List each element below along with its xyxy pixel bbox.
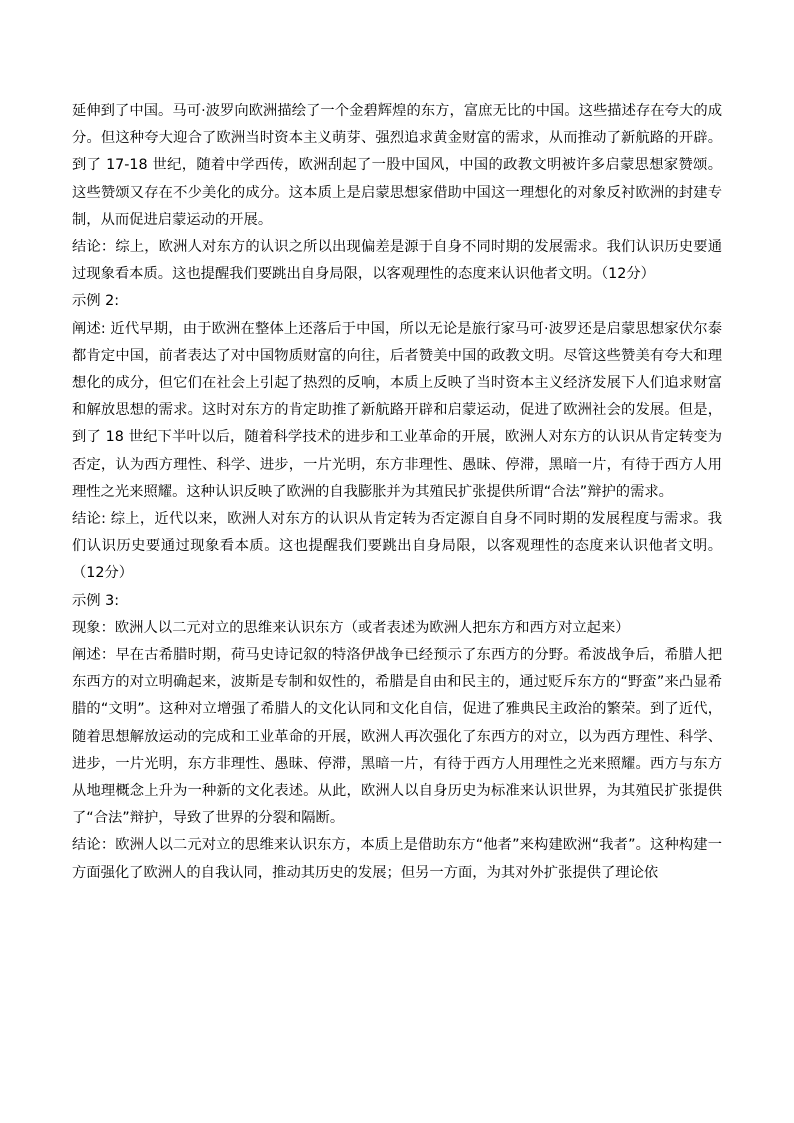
paragraph-conclusion-1: 结论：综上，欧洲人对东方的认识之所以出现偏差是源于自身不同时期的发展需求。我们认识历史要通过现象看本质。这也提醒我们要跳出自身局限，以客观理性的态度来认识他者文明。（12分） bbox=[72, 239, 722, 283]
example-3-heading: 示例 3: bbox=[72, 592, 120, 609]
paragraph-example-3-elaboration: 阐述：早在古希腊时期，荷马史诗记叙的特洛伊战争已经预示了东西方的分野。希波战争后，希腊人把东西方的对立明确起来，波斯是专制和奴性的，希腊是自由和民主的，通过贬斥东方的“野蛮”来凸显希腊的“文明”。这种对立增强了希腊人的文化认同和文化自信，促进了雅典民主政治的繁荣。到了近代，随着思想解放运动的完成和工业革命的开展，欧洲人再次强化了东西方的对立，以为西方理性、科学、进步，一片光明，东方非理性、愚昧、停滞，黑暗一片，有待于西方人用理性之光来照耀。西方与东方从地理概念上升为一种新的文化表述。从此，欧洲人以自身历史为标准来认识世界，为其殖民扩张提供了“合法”辩护，导致了世界的分裂和隔断。 bbox=[72, 647, 722, 827]
paragraph-example-2-elaboration: 阐述: 近代早期，由于欧洲在整体上还落后于中国，所以无论是旅行家马可·波罗还是启蒙思想家伏尔泰都肯定中国，前者表达了对中国物质财富的向往，后者赞美中国的政教文明。尽管这些赞美有夸大和理想化的成分，但它们在社会上引起了热烈的反响，本质上反映了当时资本主义经济发展下人们追求财富和解放思想的需求。这时对东方的肯定助推了新航路开辟和启蒙运动，促进了欧洲社会的发展。但是，到了 18 世纪下半叶以后，随着科学技术的进步和工业革命的开展，欧洲人对东方的认识从肯定转变为否定，认为西方理性、科学、进步，一片光明，东方非理性、愚昧、停滞，黑暗一片，有待于西方人用理性之光来照耀。这种认识反映了欧洲的自我膨胀并为其殖民扩张提供所谓“合法”辩护的需求。 bbox=[72, 320, 722, 500]
paragraph-example-3-phenomenon: 现象：欧洲人以二元对立的思维来认识东方（或者表述为欧洲人把东方和西方对立起来） bbox=[72, 619, 630, 636]
paragraph-intro: 延伸到了中国。马可·波罗向欧洲描绘了一个金碧辉煌的东方，富庶无比的中国。这些描述存在夸大的成分。但这种夸大迎合了欧洲当时资本主义萌芽、强烈追求黄金财富的需求，从而推动了新航路的开辟。到了 17-18 世纪，随着中学西传，欧洲刮起了一股中国风，中国的政教文明被许多启蒙思想家赞颂。这些赞颂又存在不少美化的成分。这本质上是启蒙思想家借助中国这一理想化的对象反衬欧洲的封建专制，从而促进启蒙运动的开展。 bbox=[72, 103, 722, 228]
example-2-heading: 示例 2: bbox=[72, 293, 120, 310]
document-body bbox=[72, 98, 722, 887]
paragraph-example-3-conclusion: 结论：欧洲人以二元对立的思维来认识东方，本质上是借助东方“他者”来构建欧洲“我者”。这种构建一方面强化了欧洲人的自我认同，推动其历史的发展；但另一方面，为其对外扩张提供了理论依 bbox=[72, 837, 722, 881]
paragraph-example-2-conclusion: 结论: 综上，近代以来，欧洲人对东方的认识从肯定转为否定源自自身不同时期的发展程度与需求。我们认识历史要通过现象看本质。这也提醒我们要跳出自身局限，以客观理性的态度来认识他者文明。（12分） bbox=[72, 511, 722, 582]
